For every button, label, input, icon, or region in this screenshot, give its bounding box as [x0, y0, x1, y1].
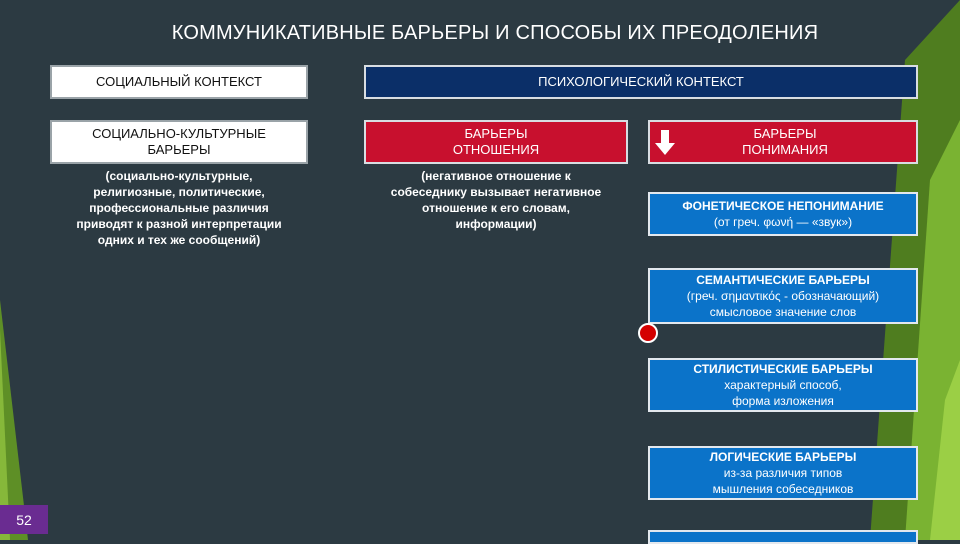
- logical-barrier-box: [648, 446, 918, 500]
- desc-line: собеседнику вызывает негативное: [390, 185, 602, 199]
- sociocultural-line1: СОЦИАЛЬНО-КУЛЬТУРНЫЕ: [92, 126, 266, 141]
- logical-heading: ЛОГИЧЕСКИЕ БАРЬЕРЫ: [709, 450, 857, 464]
- red-bullet-icon: [638, 323, 658, 343]
- logical-detail-2: мышления собеседников: [712, 482, 854, 496]
- desc-line: религиозные, политические,: [93, 185, 265, 199]
- attitude-line2: ОТНОШЕНИЯ: [452, 142, 540, 157]
- stylistic-heading: СТИЛИСТИЧЕСКИЕ БАРЬЕРЫ: [693, 362, 873, 376]
- sociocultural-description: [50, 168, 308, 248]
- desc-line: (социально-культурные,: [105, 169, 253, 183]
- psych-context-label: ПСИХОЛОГИЧЕСКИЙ КОНТЕКСТ: [538, 74, 744, 89]
- desc-line: одних и тех же сообщений): [97, 233, 261, 247]
- understanding-barriers-box: [648, 120, 918, 164]
- stylistic-barrier-box: [648, 358, 918, 412]
- sociocultural-line2: БАРЬЕРЫ: [147, 142, 211, 157]
- understanding-line1: БАРЬЕРЫ: [753, 126, 817, 141]
- phonetic-barrier-box: [648, 192, 918, 236]
- semantic-barrier-box: [648, 268, 918, 324]
- stylistic-detail-2: форма изложения: [732, 394, 834, 408]
- desc-line: (негативное отношение к: [421, 169, 571, 183]
- stylistic-detail-1: характерный способ,: [724, 378, 842, 392]
- phonetic-detail: (от греч. φωνή — «звук»): [713, 215, 853, 229]
- attitude-barriers-box: [364, 120, 628, 164]
- semantic-detail-1: (греч. σημαντικός - обозначающий): [686, 289, 880, 303]
- semantic-detail-2: смысловое значение слов: [709, 305, 857, 319]
- psych-context-header: [364, 65, 918, 99]
- page-title: КОММУНИКАТИВНЫЕ БАРЬЕРЫ И СПОСОБЫ ИХ ПРЕОДОЛЕНИЯ: [171, 22, 819, 44]
- arrow-down-icon: [655, 130, 675, 156]
- logical-detail-1: из-за различия типов: [723, 466, 843, 480]
- partial-barrier-box: [648, 530, 918, 544]
- attitude-description: [364, 168, 628, 232]
- slide-number-badge: [0, 505, 48, 534]
- semantic-heading: СЕМАНТИЧЕСКИЕ БАРЬЕРЫ: [696, 273, 870, 287]
- sociocultural-barriers-box: [50, 120, 308, 164]
- slide-number: 52: [16, 511, 32, 528]
- understanding-line2: ПОНИМАНИЯ: [742, 142, 828, 157]
- social-context-header: [50, 65, 308, 99]
- desc-line: приводят к разной интерпретации: [76, 217, 282, 231]
- social-context-label: СОЦИАЛЬНЫЙ КОНТЕКСТ: [96, 74, 262, 89]
- phonetic-heading: ФОНЕТИЧЕСКОЕ НЕПОНИМАНИЕ: [682, 199, 884, 213]
- desc-line: информации): [455, 217, 537, 231]
- desc-line: отношение к его словам,: [422, 201, 570, 215]
- desc-line: профессиональные различия: [89, 201, 269, 215]
- attitude-line1: БАРЬЕРЫ: [464, 126, 528, 141]
